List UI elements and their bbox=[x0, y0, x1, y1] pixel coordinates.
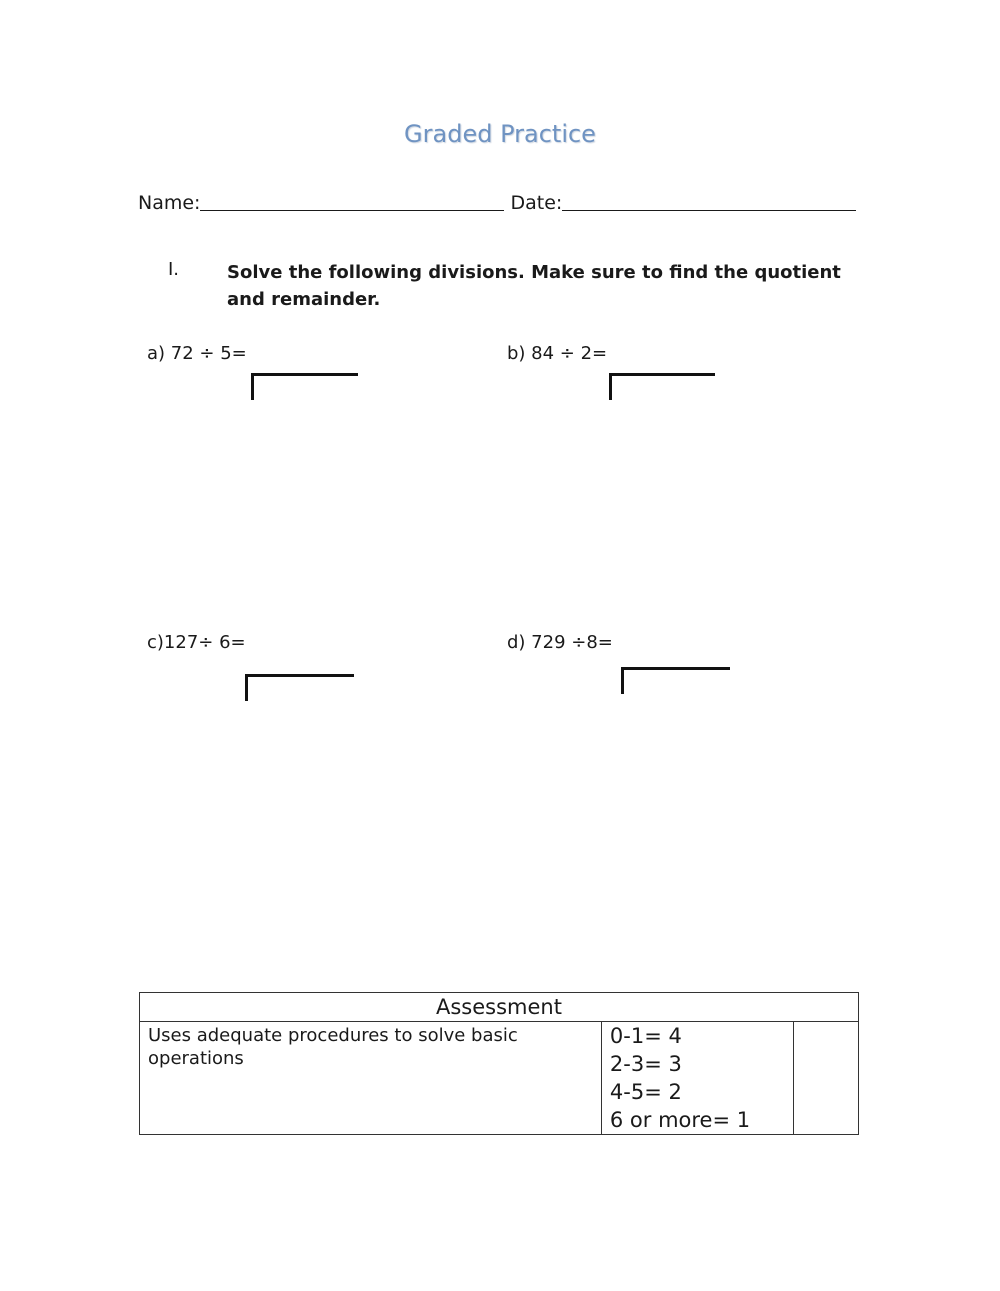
instruction-number: I. bbox=[168, 259, 180, 280]
name-date-row bbox=[138, 192, 860, 214]
date-label: Date: bbox=[510, 192, 563, 214]
division-bracket-d[interactable] bbox=[621, 667, 730, 694]
assessment-table bbox=[139, 992, 859, 1135]
scale-item: 0-1= 4 bbox=[609, 1024, 682, 1048]
name-label: Name: bbox=[138, 192, 201, 214]
scale-item: 4-5= 2 bbox=[609, 1080, 682, 1104]
problem-b: b) 84 ÷ 2= bbox=[507, 343, 608, 364]
instruction-text: Solve the following divisions. Make sure to find the quotient and remainder. bbox=[227, 262, 841, 310]
page-title: Graded Practice bbox=[404, 120, 596, 148]
score-cell[interactable] bbox=[793, 1022, 858, 1135]
date-field[interactable] bbox=[562, 192, 856, 211]
scale-item: 6 or more= 1 bbox=[609, 1108, 751, 1132]
scale-item: 2-3= 3 bbox=[609, 1052, 682, 1076]
assessment-criterion: Uses adequate procedures to solve basic operations bbox=[140, 1022, 602, 1135]
assessment-scale bbox=[601, 1022, 793, 1135]
division-bracket-b[interactable] bbox=[609, 373, 715, 400]
name-field[interactable] bbox=[200, 192, 504, 211]
problem-a: a) 72 ÷ 5= bbox=[147, 343, 247, 364]
division-bracket-c[interactable] bbox=[245, 674, 354, 701]
assessment-heading: Assessment bbox=[140, 993, 859, 1022]
division-bracket-a[interactable] bbox=[251, 373, 358, 400]
problem-d: d) 729 ÷8= bbox=[507, 632, 613, 653]
problem-c: c)127÷ 6= bbox=[147, 632, 246, 653]
